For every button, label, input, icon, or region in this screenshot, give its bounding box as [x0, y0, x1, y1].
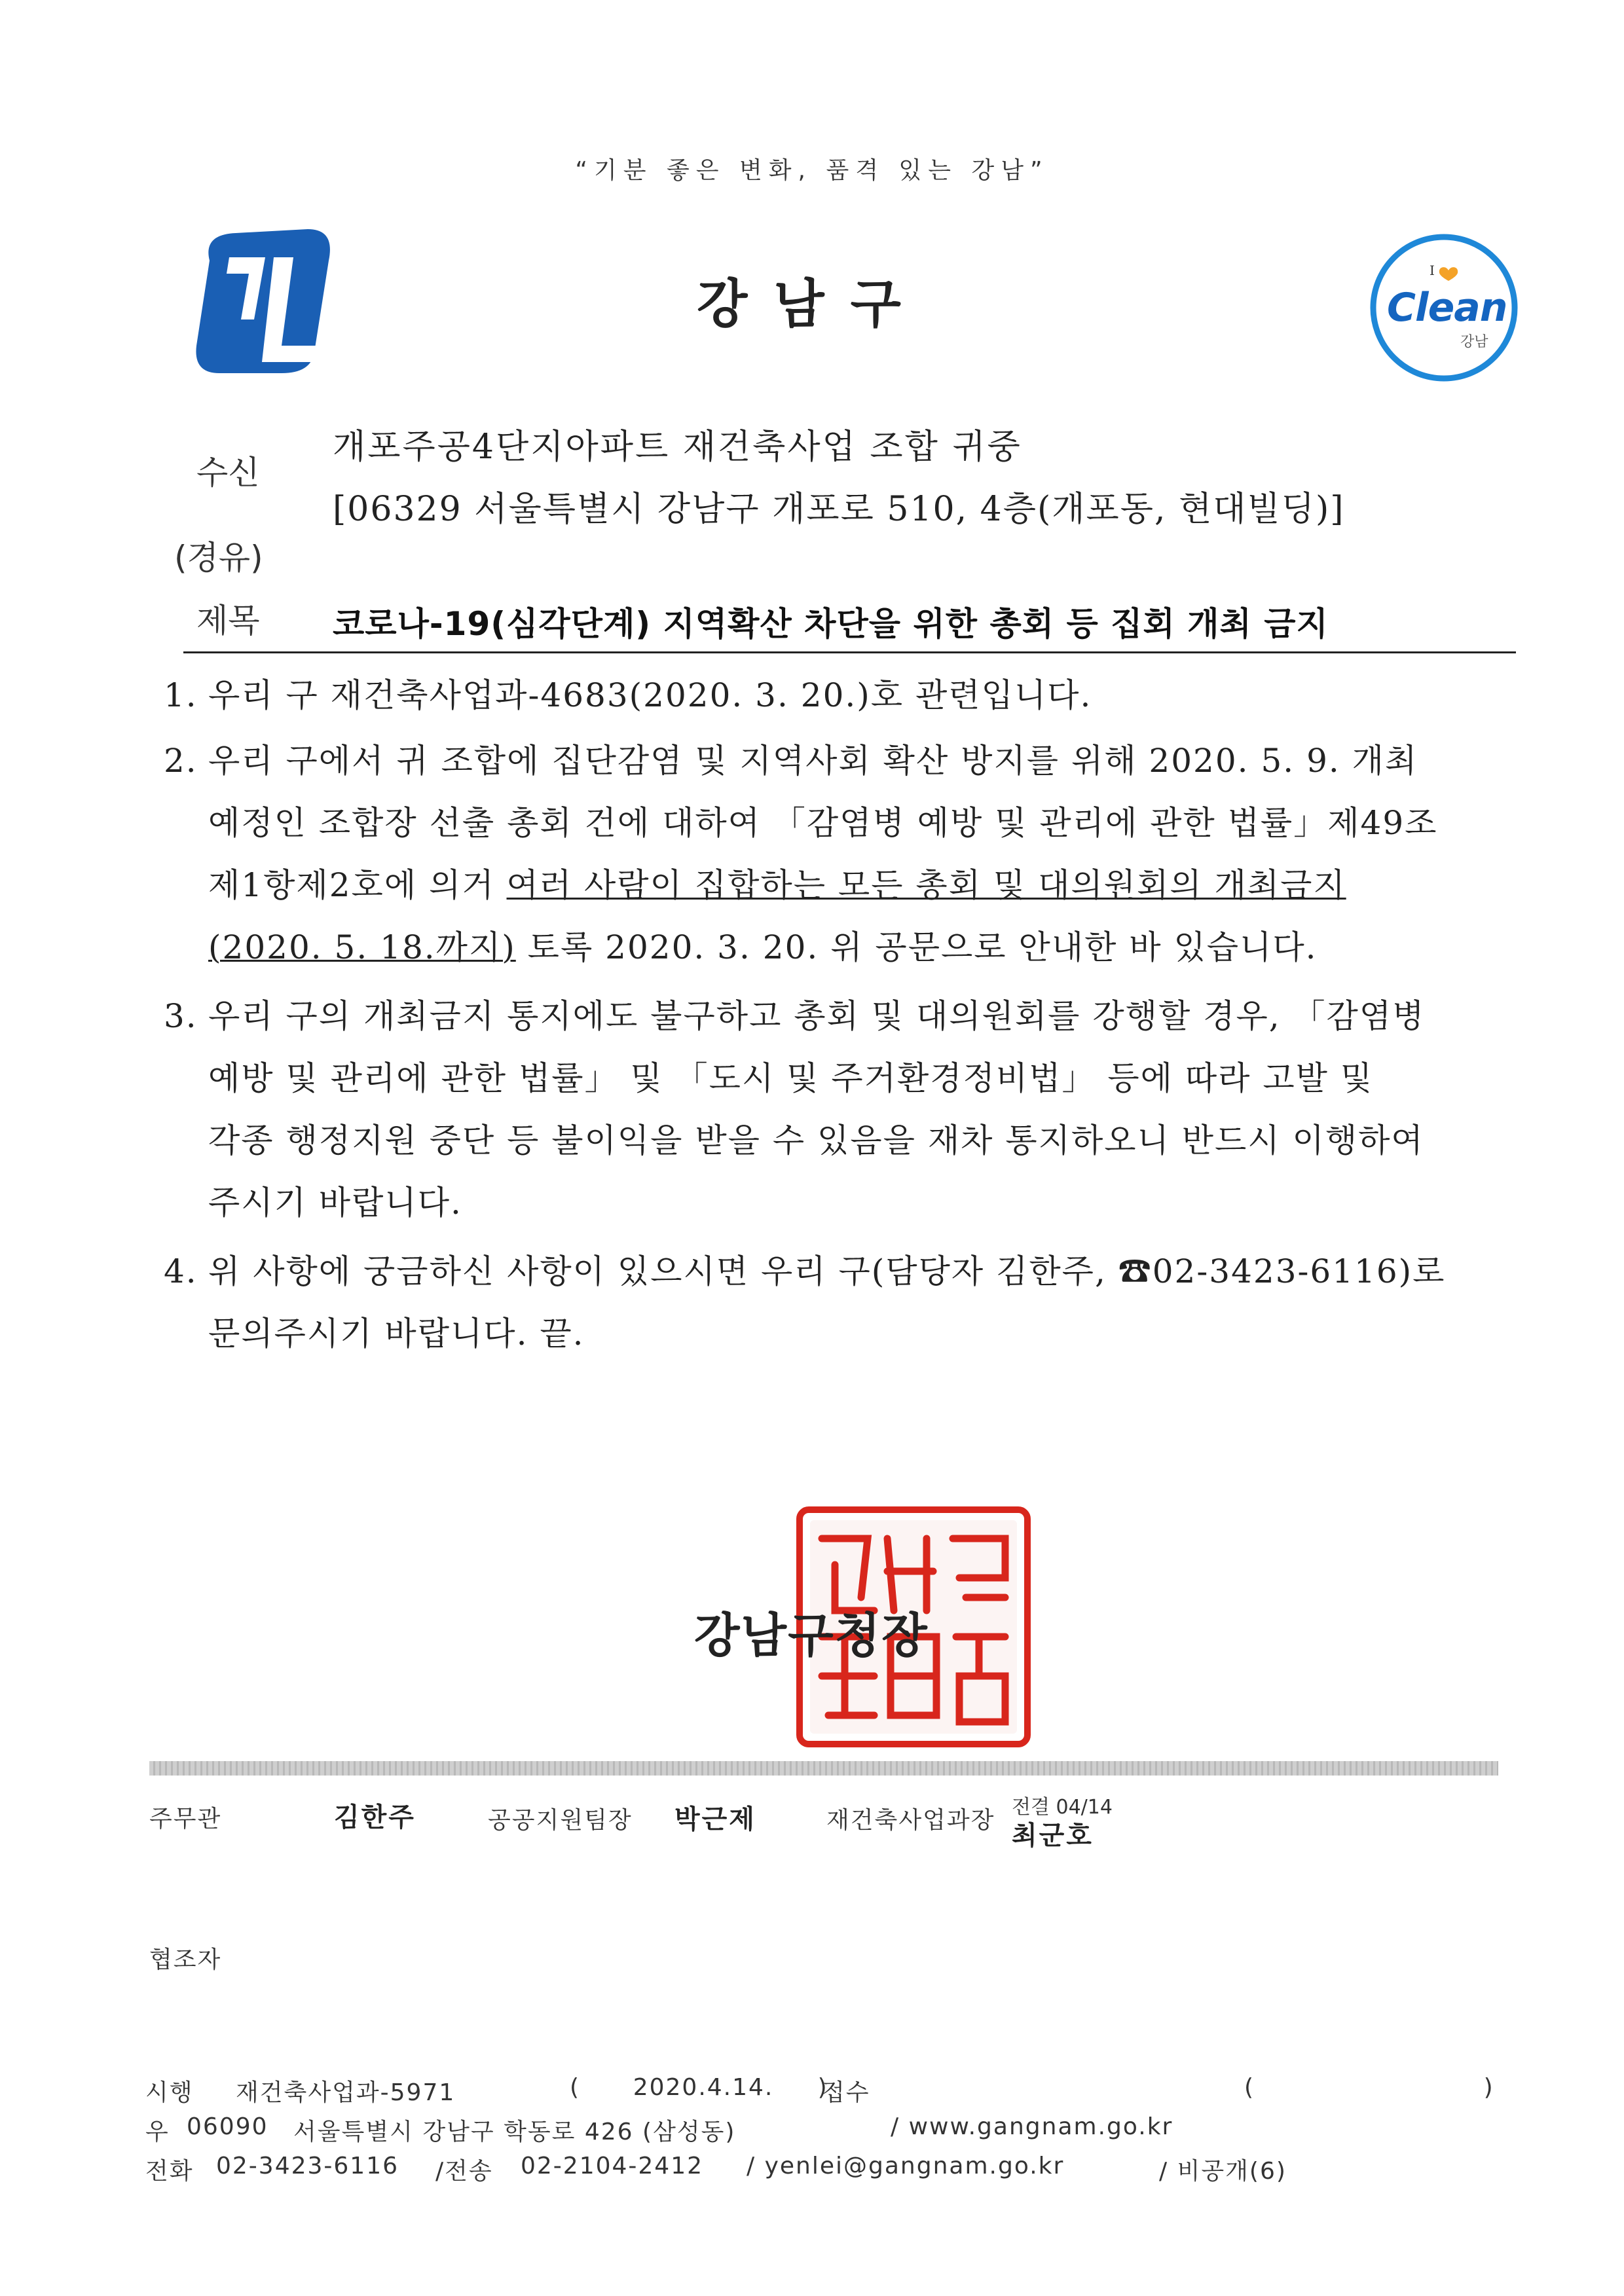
item-number: 1.: [164, 676, 198, 714]
item-number: 2.: [164, 742, 198, 780]
approval-role: 재건축사업과장: [826, 1807, 995, 1834]
approval-role: 공공지원팀장: [488, 1807, 633, 1834]
recipient-name: 개포주공4단지아파트 재건축사업 조합 귀중: [333, 428, 1022, 467]
slogan: “기분 좋은 변화, 품격 있는 강남”: [575, 157, 1049, 184]
phone: 02-3423-6116: [216, 2153, 399, 2179]
cooperator-label: 협조자: [149, 1946, 222, 1973]
paragraph-2-line: 예정인 조합장 선출 총회 건에 대하여 「감염병 예방 및 관리에 관한 법률」제49조: [208, 804, 1438, 842]
underlined-text: 여러 사람이 집합하는 모든 총회 및 대의원회의 개최금지: [506, 866, 1346, 904]
logo-gangnam-text: 강남: [1460, 334, 1488, 350]
recipient-address: [06329 서울특별시 강남구 개포로 510, 4층(개포동, 현대빌딩)]: [333, 490, 1345, 529]
paragraph-3-line: 주시기 바랍니다.: [208, 1184, 462, 1222]
phone-label: 전화: [145, 2158, 194, 2185]
paragraph-4-line: 문의주시기 바랍니다. 끝.: [208, 1315, 585, 1353]
item-number: 4.: [164, 1252, 198, 1290]
enforce-label: 시행: [145, 2079, 194, 2106]
approval-name: 박근제: [674, 1804, 756, 1834]
fax: 02-2104-2412: [521, 2153, 704, 2179]
paragraph-1: 우리 구 재건축사업과-4683(2020. 3. 20.)호 관련입니다.: [208, 676, 1092, 714]
fax-label: /전송: [435, 2158, 493, 2185]
logo-clean-text: Clean: [1387, 285, 1507, 331]
via-label: (경유): [174, 539, 263, 577]
approval-name: 김한주: [334, 1802, 416, 1832]
paragraph-2-line: [208, 917, 1318, 978]
subject: 코로나-19(심각단계) 지역확산 차단을 위한 총회 등 집회 개최 금지: [333, 605, 1329, 643]
approval-name: 최군호: [1012, 1821, 1094, 1851]
subject-label: 제목: [196, 602, 260, 640]
approval-bar: [149, 1761, 1498, 1776]
signer: 강남구청장: [694, 1608, 929, 1663]
address: 서울특별시 강남구 학동로 426 (삼성동): [293, 2119, 736, 2145]
item-number: 3.: [164, 997, 198, 1035]
paragraph-2-line: 우리 구에서 귀 조합에 집단감염 및 지역사회 확산 방지를 위해 2020. 5. 9. 개최: [208, 742, 1418, 780]
paragraph-3-line: 각종 행정지원 중단 등 불이익을 받을 수 있음을 재차 통지하오니 반드시 이행하여: [208, 1121, 1424, 1159]
postal-label: 우: [145, 2119, 170, 2145]
i-love-clean-gangnam-icon: [1369, 232, 1519, 383]
logo-i-text: I: [1430, 263, 1435, 278]
recipient-label: 수신: [196, 454, 260, 492]
org-name: 강남구: [697, 274, 927, 335]
underlined-text: (2020. 5. 18.까지): [208, 928, 516, 966]
approval-role: 주무관: [149, 1806, 222, 1832]
paragraph-text: 토록 2020. 3. 20. 위 공문으로 안내한 바 있습니다.: [515, 928, 1318, 966]
paragraph-4-line: 위 사항에 궁금하신 사항이 있으시면 우리 구(담당자 김한주, ☎02-3423-6116)로: [208, 1252, 1446, 1290]
email-link[interactable]: / yenlei@gangnam.go.kr: [747, 2153, 1065, 2179]
approval-note: 전결 04/14: [1012, 1796, 1113, 1819]
enforce-number: 재건축사업과-5971: [236, 2079, 456, 2106]
paragraph-3-line: 우리 구의 개최금지 통지에도 불구하고 총회 및 대의원회를 강행할 경우, 「감염병: [208, 997, 1426, 1035]
website-link[interactable]: / www.gangnam.go.kr: [891, 2113, 1173, 2140]
postal-code: 06090: [187, 2113, 268, 2140]
divider: [183, 651, 1516, 653]
paragraph-text: 제1항제2호에 의거: [208, 866, 507, 904]
enforce-date: ( 2020.4.14. ): [570, 2074, 828, 2101]
paragraph-2-line: [208, 854, 1346, 916]
receipt-value: ( ): [1244, 2074, 1494, 2101]
paragraph-3-line: 예방 및 관리에 관한 법률」 및 「도시 및 주거환경정비법」 등에 따라 고발 및: [208, 1059, 1374, 1097]
receipt-label: 접수: [822, 2079, 870, 2106]
disclosure: / 비공개(6): [1159, 2158, 1287, 2185]
